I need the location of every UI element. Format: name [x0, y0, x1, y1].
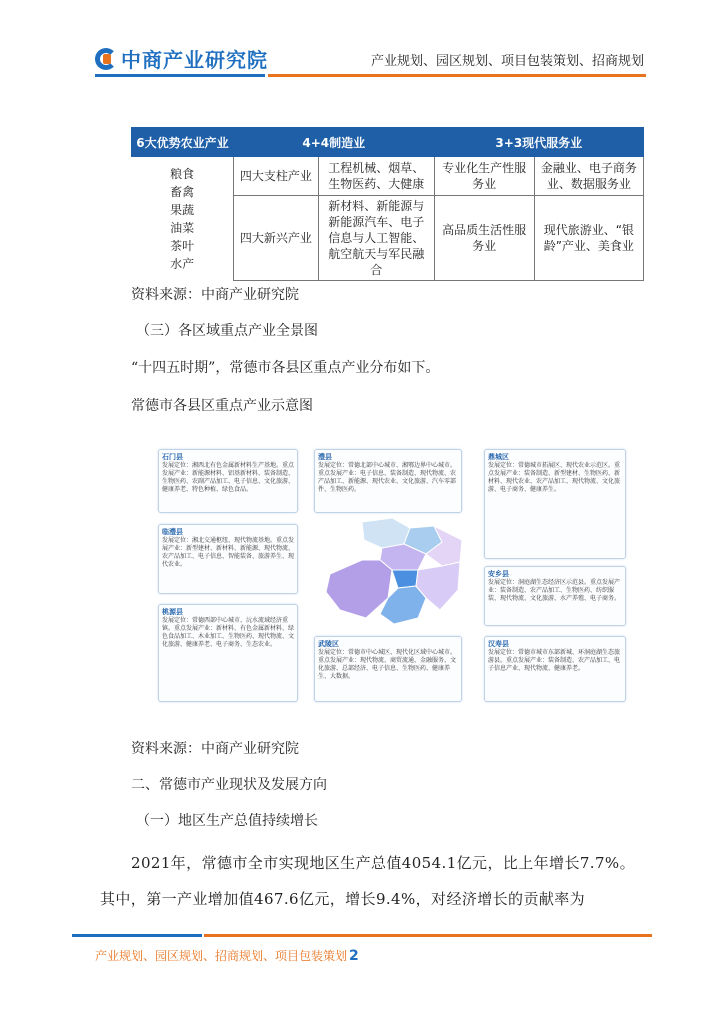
map-region-wuling: [392, 570, 418, 588]
panel-taoyuan: [158, 604, 298, 702]
logo-text: 中商产业研究院: [121, 48, 268, 72]
panel-title: 汉寿县: [488, 640, 509, 648]
panel-hanshou: [484, 636, 626, 702]
table-header-manufacturing: 4+4制造业: [233, 128, 434, 157]
logo-icon: [95, 48, 117, 70]
intro-paragraph: “十四五时期”，常德市各县区重点产业分布如下。: [131, 360, 440, 376]
map-region-shimen: [362, 518, 410, 548]
panel-title: 临澧县: [162, 528, 183, 536]
panel-text: 发展定位：常德北部中心城市、湘鄂边界中心城市。重点发展产业：电子信息、装备制造、现代物流、农产品加工、新能源、现代农业、文化旅游、汽车零部件、生物医药。: [318, 462, 457, 493]
table-cell: 新材料、新能源与新能源汽车、电子信息与人工智能、航空航天与军民融合: [318, 196, 434, 281]
panel-dingcheng: [484, 449, 626, 559]
company-logo: [95, 44, 268, 73]
agri-list-cell: [132, 157, 234, 281]
section-heading-3: （三）各区域重点产业全景图: [136, 323, 318, 339]
panel-title: 桃源县: [162, 608, 183, 616]
county-industry-map-figure: [152, 436, 630, 706]
panel-title: 安乡县: [488, 570, 509, 578]
panel-text: 发展定位：洞庭湖生态经济区示范县。重点发展产业：装备制造、农产品加工、生物医药、纺织服装、现代物流、文化旅游、水产养殖、电子商务。: [488, 579, 621, 602]
panel-title: 鼎城区: [488, 453, 509, 461]
table-row: [132, 157, 644, 196]
agri-item: 果蔬: [170, 202, 195, 217]
table-header-row: [132, 128, 644, 157]
panel-text: 发展定位：常德城市拓展区、现代农业示范区。重点发展产业：装备制造、新型建材、生物医药、新材料、现代农业、农产品加工、现代物流、文化旅游、电子商务、健康养生。: [488, 462, 621, 493]
panel-text: 发展定位：湘西北有色金属新材料生产基地。重点发展产业：新能源材料、铝基新材料、装备制造、生物医药、农副产品加工、电子信息、文化旅游、健康养老、特色种植、绿色食品。: [162, 462, 295, 493]
footer-slogan: 产业规划、园区规划、招商规划、项目包装策划: [95, 949, 348, 963]
panel-title: 武陵区: [318, 640, 339, 648]
agri-item: 畜禽: [170, 184, 195, 199]
panel-text: 发展定位：常德西部中心城市、沅水流域经济重镇。重点发展产业：新材料、有色金属新材料、绿色食品加工、木业加工、生物医药、现代物流、文化旅游、健康养老、电子商务、生态农业。: [162, 617, 295, 648]
table-header-agri: 6大优势农业产业: [132, 128, 234, 157]
body-paragraph-line-1: 2021年，常德市全市实现地区生产总值4054.1亿元，比上年增长7.7%。: [131, 854, 635, 872]
industry-table: [131, 127, 644, 281]
table-cell: 专业化生产性服务业: [434, 157, 534, 196]
panel-text: 发展定位：常德市城市东部新城、环洞庭湖生态旅游县。重点发展产业：装备制造、农产品加工、电子信息产业、现代物流、健康养老。: [488, 649, 621, 672]
changde-county-map: [322, 514, 472, 632]
table-cell: 现代旅游业、“银龄”产业、美食业: [534, 196, 643, 281]
table-cell: 四大新兴产业: [233, 196, 318, 281]
panel-linli: [158, 524, 298, 594]
agri-item: 水产: [170, 256, 195, 271]
page-number: 2: [349, 948, 359, 964]
table-cell: 四大支柱产业: [233, 157, 318, 196]
source-note-1: 资料来源：中商产业研究院: [131, 287, 299, 303]
figure-title: 常德市各县区重点产业示意图: [131, 398, 313, 414]
section-heading-2-1: （一）地区生产总值持续增长: [136, 813, 318, 829]
footer: [95, 947, 359, 964]
panel-text: 发展定位：湘北交通枢纽、现代物流基地。重点发展产业：新型建材、新材料、新能源、现代物流、农产品加工、电子信息、智能装备、旅游养生、现代农业。: [162, 537, 295, 568]
panel-title: 澧县: [318, 453, 332, 461]
panel-title: 石门县: [162, 453, 183, 461]
panel-text: 发展定位：常德市中心城区、现代化区域中心城市。重点发展产业：现代物流、商贸流通、金融服务、文化旅游、总部经济、电子信息、生物医药、健康养生、大数据。: [318, 649, 457, 680]
agri-item: 茶叶: [170, 238, 195, 253]
agri-item: 油菜: [170, 220, 195, 235]
header-divider-blue: [95, 74, 265, 77]
header-divider-orange: [268, 74, 646, 77]
table-cell: 金融业、电子商务业、数据服务业: [534, 157, 643, 196]
table-header-services: 3+3现代服务业: [434, 128, 643, 157]
footer-divider-blue: [72, 934, 202, 937]
panel-anxiang: [484, 566, 626, 626]
agri-item: 粮食: [170, 166, 195, 181]
panel-shimen: [158, 449, 298, 513]
panel-lixian: [314, 449, 462, 513]
body-paragraph-line-2: 其中，第一产业增加值467.6亿元，增长9.4%，对经济增长的贡献率为: [100, 890, 586, 908]
header-slogan: 产业规划、园区规划、项目包装策划、招商规划: [370, 54, 644, 69]
footer-divider-orange: [204, 934, 652, 937]
table-cell: 高品质生活性服务业: [434, 196, 534, 281]
source-note-2: 资料来源：中商产业研究院: [131, 741, 299, 757]
section-heading-2: 二、常德市产业现状及发展方向: [131, 777, 327, 793]
panel-wuling: [314, 636, 462, 702]
table-cell: 工程机械、烟草、生物医药、大健康: [318, 157, 434, 196]
